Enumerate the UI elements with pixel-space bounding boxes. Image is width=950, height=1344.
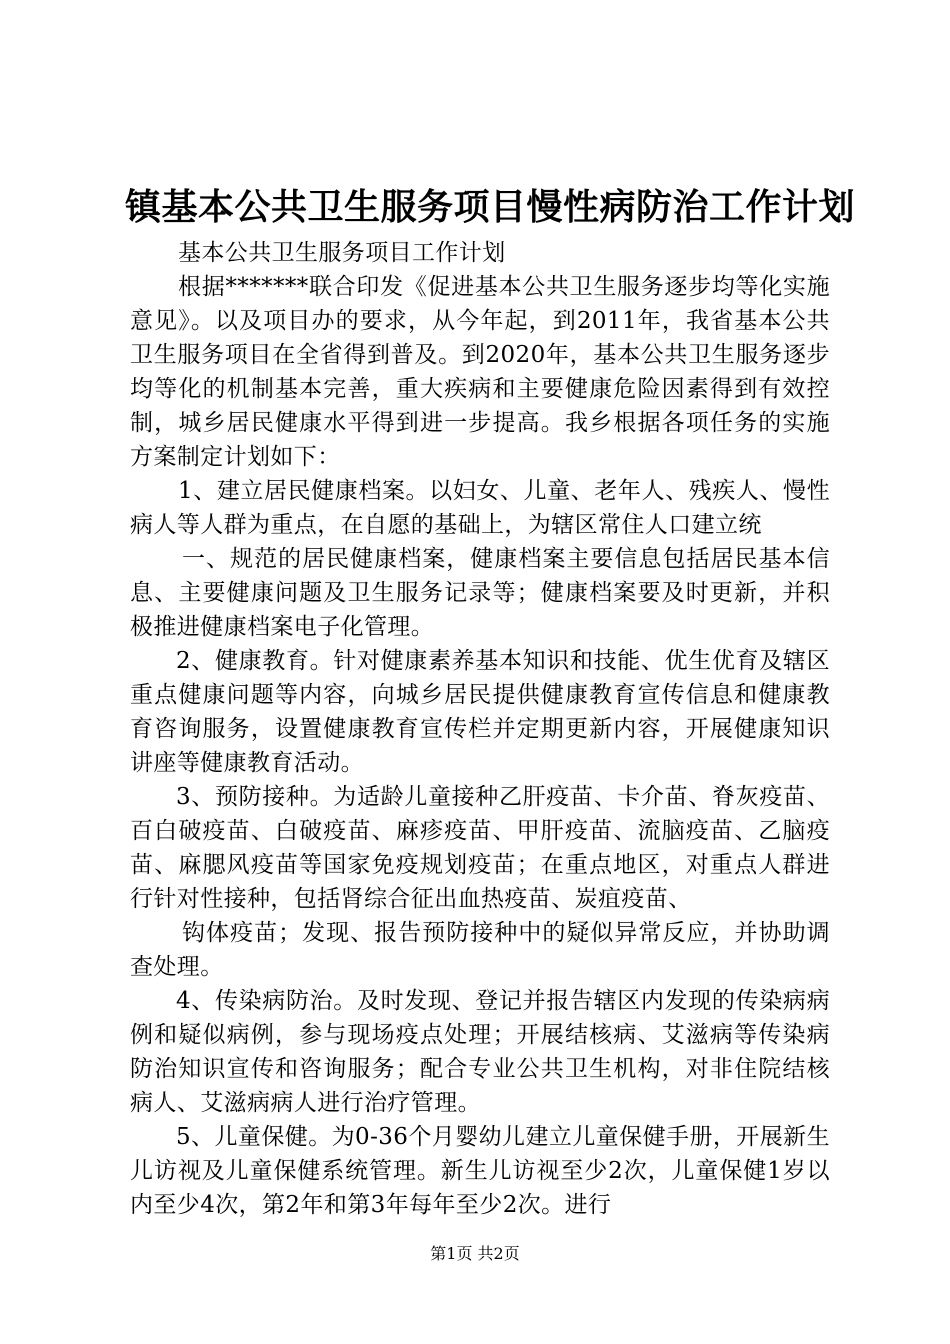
- page-number-footer: 第1页 共2页: [430, 1244, 520, 1263]
- paragraph-item-3: 3、预防接种。为适龄儿童接种乙肝疫苗、卡介苗、脊灰疫苗、百白破疫苗、白破疫苗、麻疹疫苗、甲肝疫苗、流脑疫苗、乙脑疫苗、麻腮风疫苗等国家免疫规划疫苗；在重点地区，对重点人群进行针对性接种，包括肾综合征出血热疫苗、炭疽疫苗、: [130, 784, 830, 912]
- document-title: 镇基本公共卫生服务项目慢性病防治工作计划: [125, 187, 856, 228]
- paragraph-item-2: 2、健康教育。针对健康素养基本知识和技能、优生优育及辖区重点健康问题等内容，向城乡居民提供健康教育宣传信息和健康教育咨询服务，设置健康教育宣传栏并定期更新内容，开展健康知识讲座等健康教育活动。: [130, 648, 830, 776]
- paragraph-item-1-continued: 一、规范的居民健康档案，健康档案主要信息包括居民基本信息、主要健康问题及卫生服务记录等；健康档案要及时更新，并积极推进健康档案电子化管理。: [130, 546, 830, 640]
- paragraph-subtitle: 基本公共卫生服务项目工作计划: [178, 240, 506, 266]
- paragraph-intro: 根据*******联合印发《促进基本公共卫生服务逐步均等化实施意见》。以及项目办的要求，从今年起，到2011年，我省基本公共卫生服务项目在全省得到普及。到2020年，基本公共卫生服务逐步均等化的机制基本完善，重大疾病和主要健康危险因素得到有效控制，城乡居民健康水平得到进一步提高。我乡根据各项任务的实施方案制定计划如下：: [130, 274, 830, 470]
- document-body: [130, 236, 830, 1222]
- paragraph-item-5: 5、儿童保健。为0-36个月婴幼儿建立儿童保健手册，开展新生儿访视及儿童保健系统管理。新生儿访视至少2次，儿童保健1岁以内至少4次，第2年和第3年每年至少2次。进行: [130, 1124, 830, 1218]
- paragraph-item-4: 4、传染病防治。及时发现、登记并报告辖区内发现的传染病病例和疑似病例，参与现场疫点处理；开展结核病、艾滋病等传染病防治知识宣传和咨询服务；配合专业公共卫生机构，对非住院结核病人、艾滋病病人进行治疗管理。: [130, 988, 830, 1116]
- paragraph-item-1: 1、建立居民健康档案。以妇女、儿童、老年人、残疾人、慢性病人等人群为重点，在自愿的基础上，为辖区常住人口建立统: [130, 478, 830, 538]
- paragraph-item-3-continued: 钩体疫苗；发现、报告预防接种中的疑似异常反应，并协助调查处理。: [130, 920, 830, 980]
